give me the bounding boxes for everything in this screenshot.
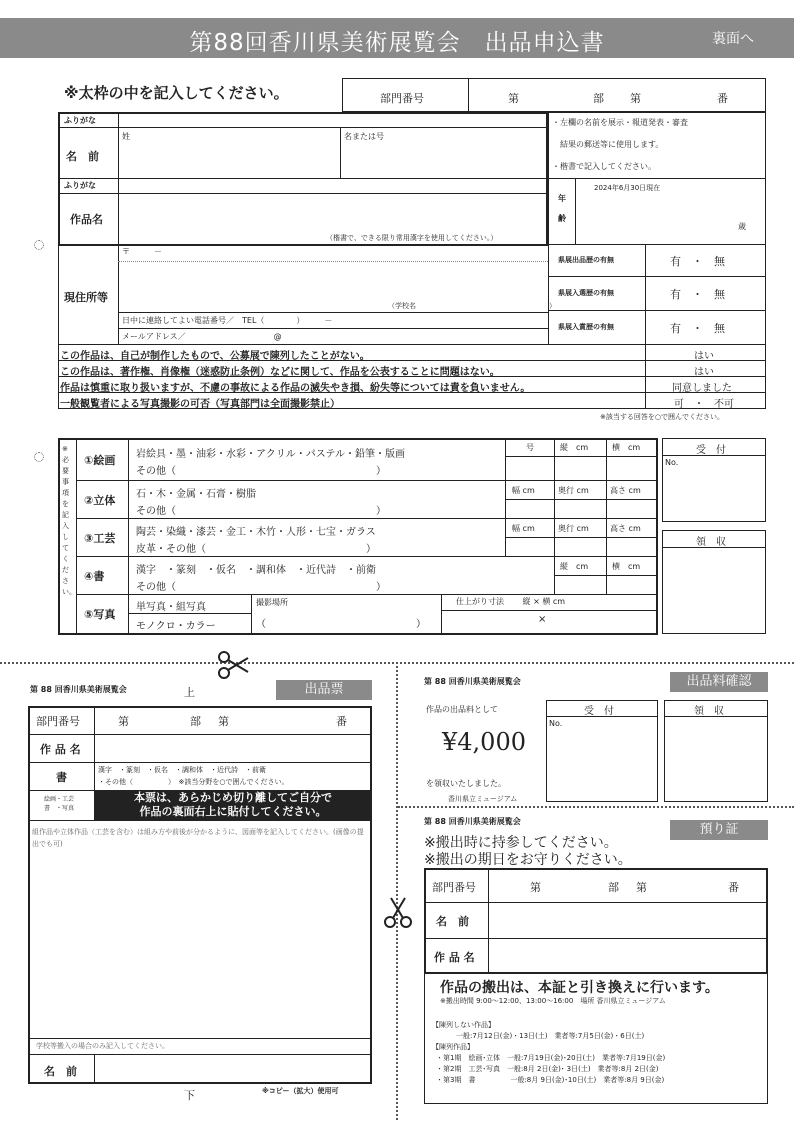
- work-title-note: （楷書で、できる限り常用漢字を使用してください。）: [326, 234, 498, 242]
- declaration-note: ※該当する回答を○で囲んでください。: [600, 413, 724, 421]
- instruction: ※太枠の中を記入してください。: [64, 84, 289, 102]
- punch-hole-2: [34, 452, 44, 462]
- ticket-black-line-1: 本票は、あらかじめ切り離してご自分で: [134, 791, 332, 804]
- ticket-bu: 部: [190, 715, 201, 728]
- claim-work-label: 作 品 名: [434, 951, 475, 964]
- claim-period-3: ・第3期 書 一般:8月 9日(金)･10日(土) 業者等:8月 9日(金): [436, 1076, 665, 1084]
- fee-uke-label: 受 付: [584, 706, 614, 717]
- ticket-copy-note: ※コピー（拡大）使用可: [262, 1087, 339, 1095]
- fee-ryo-label: 領 収: [694, 706, 724, 717]
- back-side-label: 裏面へ: [712, 31, 754, 47]
- ticket-top-mark: 上: [184, 686, 195, 699]
- declaration-2-answer[interactable]: はい: [694, 367, 714, 378]
- cut-line-right: [398, 806, 794, 808]
- claim-dept-label: 部門番号: [432, 881, 476, 894]
- school-field[interactable]: （学校名 ）: [388, 302, 556, 310]
- sculpture-depth: 奥行 cm: [558, 486, 589, 495]
- crafts-height: 高さ cm: [610, 524, 641, 533]
- claim-period-1: ・第1期 絵画･立体 一般:7月19日(金)･20日(土) 業者等:7月19日(金): [436, 1054, 666, 1062]
- declaration-3: 作品は慎重に取り扱いますが、不慮の事故による作品の滅失やき損、紛失等については責を負いません。: [60, 383, 531, 394]
- painting-other[interactable]: その他（ ）: [136, 466, 386, 477]
- sculpture-media[interactable]: 石・木・金属・石膏・樹脂: [136, 489, 256, 500]
- age-date: 2024年6月30日現在: [594, 184, 661, 192]
- header-bar: [0, 18, 794, 58]
- crafts-other[interactable]: 皮革・その他（ ）: [136, 544, 376, 555]
- age-label-2: 齢: [558, 214, 566, 223]
- sculpture-height: 高さ cm: [610, 486, 641, 495]
- page-title: 第88回香川県美術展覧会 出品申込書: [189, 30, 605, 56]
- ticket-cat-small-2: 書 ・写真: [44, 805, 75, 812]
- claim-ban: 番: [728, 881, 739, 894]
- dept-dai2: 第: [630, 92, 641, 105]
- crafts-media[interactable]: 陶芸・染織・漆芸・金工・木竹・人形・七宝・ガラス: [136, 527, 376, 538]
- punch-hole-1: [34, 240, 44, 250]
- category-calligraphy: ④書: [84, 570, 105, 583]
- receipt-no: No.: [665, 458, 679, 467]
- claim-section-1-dates: 一般:7月12日(金)・13日(土) 業者等:7月5日(金)・6日(土): [456, 1032, 645, 1040]
- hist-selected-choice[interactable]: 有 ・ 無: [670, 288, 725, 301]
- dept-ban: 番: [717, 92, 728, 105]
- photo-finish-size: 仕上がり寸法 縦 × 横 cm: [456, 597, 566, 606]
- declaration-1-answer[interactable]: はい: [694, 351, 714, 362]
- declaration-1: この作品は、自己が制作したもので、公募展で陳列したことがない。: [60, 351, 370, 362]
- claim-exchange-notice: 作品の搬出は、本証と引き換えに行います。: [440, 980, 719, 996]
- ticket-dai: 第: [118, 715, 129, 728]
- sculpture-other[interactable]: その他（ ）: [136, 506, 386, 517]
- hist-award-label: 県展入賞歴の有無: [558, 323, 614, 331]
- ticket-school-note: 学校等搬入の場合のみ記入してください。: [36, 1042, 169, 1050]
- claim-section-1: 【陳列しない作品】: [432, 1021, 495, 1029]
- photo-type[interactable]: 単写真・組写真: [136, 602, 206, 613]
- vertical-note: ※必要事項を記入してください。: [62, 445, 76, 596]
- hist-exhibit-label: 県展出品歴の有無: [558, 256, 614, 264]
- sculpture-width: 幅 cm: [512, 486, 535, 495]
- receipt-uke-label: 受 付: [696, 445, 726, 456]
- hist-selected-label: 県展入選歴の有無: [558, 289, 614, 297]
- painting-media[interactable]: 岩絵具・墨・油彩・水彩・アクリル・パステル・鉛筆・版画: [136, 449, 405, 460]
- name-note-3: ・楷書で記入してください。: [552, 162, 656, 171]
- claim-bar: 預り証: [670, 820, 768, 840]
- fee-exhibition: 第 88 回香川県美術展覧会: [424, 677, 521, 686]
- crafts-width: 幅 cm: [512, 524, 535, 533]
- photo-color[interactable]: モノクロ・カラー: [136, 621, 216, 632]
- ticket-black-line-2: 作品の裏面右上に貼付してください。: [139, 805, 327, 818]
- ticket-dept-label: 部門番号: [36, 715, 80, 728]
- tel-field[interactable]: 日中に連絡してよい電話番号／ TEL（ ） －: [122, 316, 333, 325]
- ticket-cat-small: 絵画・工芸: [44, 796, 75, 803]
- furigana-label-2: ふりがな: [64, 181, 96, 190]
- receipt-ryo-label: 領 収: [696, 537, 726, 548]
- fee-museum: 香川県立ミュージアム: [448, 795, 518, 803]
- declaration-3-answer[interactable]: 同意しました: [672, 383, 732, 394]
- claim-time: ※搬出時間 9:00～12:00、13:00～16:00 場所 香川県立ミュージアム: [440, 997, 666, 1005]
- ticket-sho-options[interactable]: 漢字 ・篆刻 ・仮名 ・調和体 ・近代詩 ・前衛: [98, 766, 266, 774]
- declaration-2: この作品は、著作権、肖像権（迷惑防止条例）などに関して、作品を公表することに問題はない。: [60, 367, 500, 378]
- dept-dai: 第: [508, 92, 519, 105]
- painting-size-go: 号: [526, 443, 534, 452]
- name-note-2: 結果の郵送等に使用します。: [560, 140, 664, 149]
- ticket-bottom-mark: 下: [184, 1089, 195, 1102]
- ticket-sho-other[interactable]: ・その他（ ） ※該当分野を○で囲んでください。: [98, 778, 289, 786]
- scissors-icon: [216, 648, 250, 682]
- hist-award-choice[interactable]: 有 ・ 無: [670, 322, 725, 335]
- dept-bu: 部: [593, 92, 604, 105]
- claim-exhibition: 第 88 回香川県美術展覧会: [424, 817, 521, 826]
- declaration-4-answer[interactable]: 可 ・ 不可: [674, 399, 734, 410]
- category-sculpture: ②立体: [84, 494, 116, 507]
- scissors-icon-vertical: [381, 896, 415, 930]
- claim-dai2: 第: [636, 881, 647, 894]
- ticket-dai2: 第: [218, 715, 229, 728]
- photo-size-x: ×: [538, 614, 547, 625]
- postal-field[interactable]: 〒 －: [122, 247, 162, 256]
- fee-no: No.: [549, 719, 563, 728]
- fee-amount: ¥4,000: [442, 728, 526, 756]
- claim-dai: 第: [530, 881, 541, 894]
- surname-field[interactable]: 姓: [122, 132, 130, 141]
- crafts-depth: 奥行 cm: [558, 524, 589, 533]
- ticket-exhibition: 第 88 回香川県美術展覧会: [30, 685, 127, 694]
- calligraphy-height: 縦 cm: [560, 562, 589, 571]
- given-name-field[interactable]: 名または号: [344, 132, 384, 141]
- ticket-sho-label: 書: [56, 771, 67, 784]
- painting-height: 縦 cm: [560, 443, 589, 452]
- claim-name-label: 名 前: [436, 915, 469, 928]
- ticket-black-notice: [94, 790, 372, 820]
- hist-exhibit-choice[interactable]: 有 ・ 無: [670, 255, 725, 268]
- claim-bu: 部: [608, 881, 619, 894]
- claim-note-2: ※搬出の期日をお守りください。: [424, 852, 632, 868]
- address-label: 現住所等: [64, 291, 108, 304]
- work-title-label: 作品名: [70, 213, 103, 226]
- dept-label: 部門番号: [380, 92, 424, 105]
- claim-period-2: ・第2期 工芸･写真 一般:8月 2日(金)･ 3日(土) 業者等:8月 2日(金): [436, 1065, 659, 1073]
- calligraphy-media[interactable]: 漢字 ・篆刻 ・仮名 ・調和体 ・近代詩 ・前衛: [136, 565, 376, 576]
- photo-place-field[interactable]: （ ）: [256, 619, 426, 630]
- fee-bar: 出品料確認: [670, 672, 768, 692]
- fee-line-2: を領収いたしました。: [426, 779, 506, 788]
- calligraphy-other[interactable]: その他（ ）: [136, 582, 386, 593]
- photo-place-label: 撮影場所: [256, 598, 288, 607]
- cut-line-vertical: [396, 662, 398, 1120]
- ticket-work-label: 作 品 名: [40, 743, 81, 756]
- ticket-bar: 出品票: [276, 680, 372, 700]
- ticket-ban: 番: [336, 715, 347, 728]
- claim-note-1: ※搬出時に持参してください。: [424, 835, 618, 851]
- category-crafts: ③工芸: [84, 532, 116, 545]
- claim-section-2: 【陳列作品】: [432, 1043, 474, 1051]
- name-note-1: ・左欄の名前を展示・報道発表・審査: [552, 118, 688, 127]
- painting-width: 横 cm: [612, 443, 641, 452]
- age-label-1: 年: [558, 194, 566, 203]
- fee-line-1: 作品の出品料として: [426, 705, 498, 714]
- declaration-4: 一般観覧者による写真撮影の可否（写真部門は全面撮影禁止）: [60, 399, 340, 410]
- age-unit: 歳: [738, 222, 746, 231]
- category-painting: ①絵画: [84, 454, 116, 467]
- ticket-name-label: 名 前: [44, 1065, 77, 1078]
- ticket-drawing-note: 組作品や立体作品（工芸を含む）は組み方や前後が分かるように、図面等を記入してください。(画像の提出でも可): [32, 828, 364, 848]
- furigana-label: ふりがな: [64, 116, 96, 125]
- calligraphy-width: 横 cm: [612, 562, 641, 571]
- category-photo: ⑤写真: [84, 608, 116, 621]
- mail-field[interactable]: メールアドレス／ @: [122, 332, 282, 341]
- name-label: 名 前: [66, 150, 99, 163]
